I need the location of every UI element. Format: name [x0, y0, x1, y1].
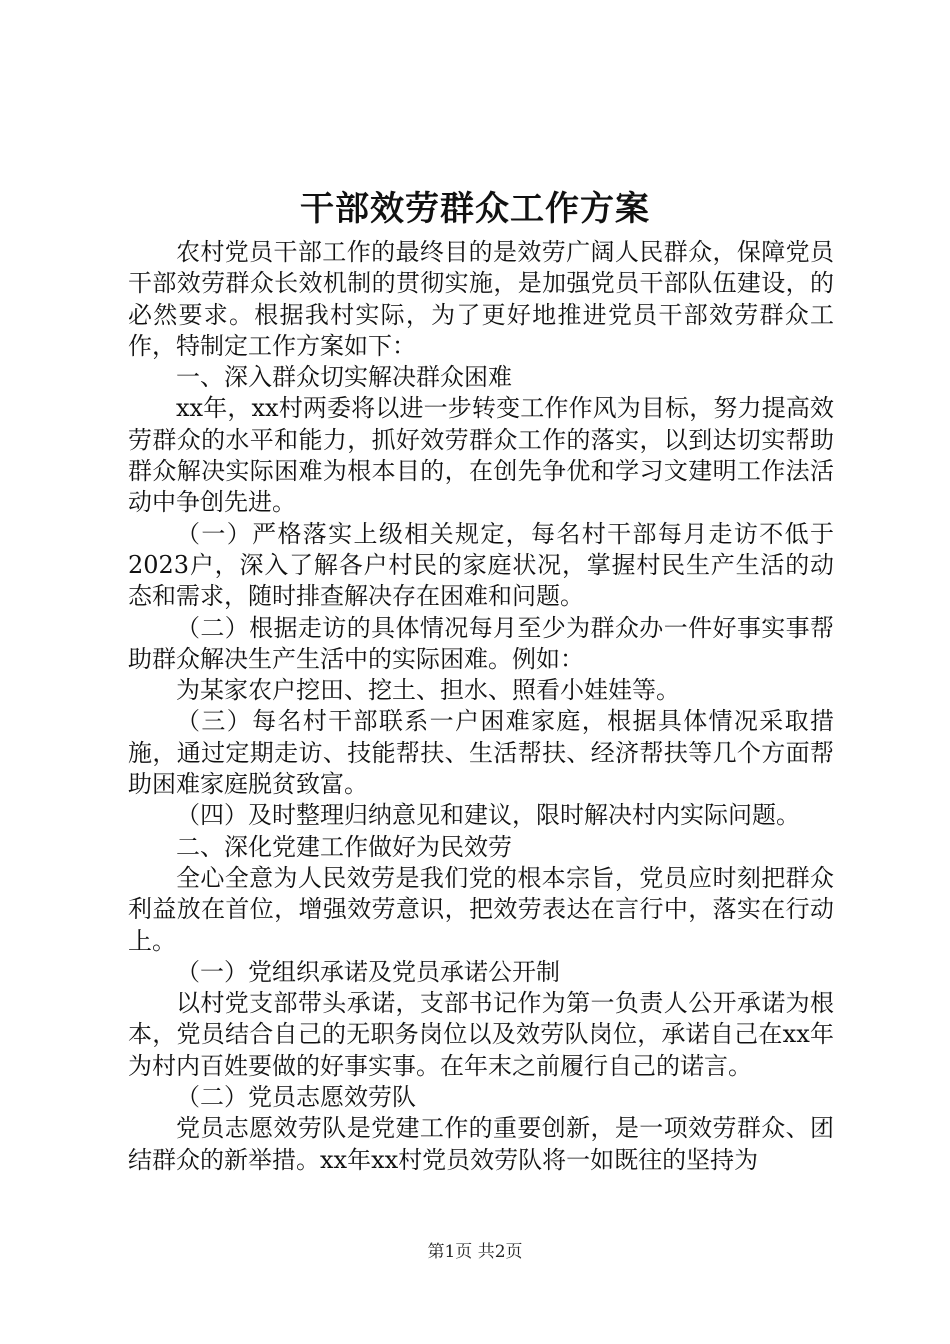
page-title: 干部效劳群众工作方案 — [300, 189, 650, 229]
body-paragraph: 以村党支部带头承诺，支部书记作为第一负责人公开承诺为根本，党员结合自己的无职务岗位以及效劳队岗位，承诺自己在xx年为村内百姓要做的好事实事。在年末之前履行自己的诺言。 — [128, 989, 834, 1080]
document-body — [128, 237, 834, 1176]
sub-item-4: （四）及时整理归纳意见和建议，限时解决村内实际问题。 — [176, 801, 800, 830]
body-paragraph: xx年，xx村两委将以进一步转变工作作风为目标，努力提高效劳群众的水平和能力，抓好效劳群众工作的落实，以到达切实帮助群众解决实际困难为根本目的，在创先争优和学习文建明工作法活动中争创先进。 — [128, 394, 834, 517]
body-paragraph: 全心全意为人民效劳是我们党的根本宗旨，党员应时刻把群众利益放在首位，增强效劳意识，把效劳表达在言行中，落实在行动上。 — [128, 863, 834, 955]
section-heading-1: 一、深入群众切实解决群众困难 — [176, 363, 512, 392]
section-heading-2: 二、深化党建工作做好为民效劳 — [176, 832, 512, 861]
sub-heading-2: （二）党员志愿效劳队 — [176, 1083, 416, 1112]
page-number-footer: 第1页 共2页 — [427, 1242, 523, 1262]
example-line: 为某家农户挖田、挖土、担水、照看小娃娃等。 — [176, 676, 680, 705]
intro-paragraph: 农村党员干部工作的最终目的是效劳广阔人民群众，保障党员干部效劳群众长效机制的贯彻实施，是加强党员干部队伍建设，的必然要求。根据我村实际，为了更好地推进党员干部效劳群众工作，特制定工作方案如下： — [128, 238, 834, 360]
sub-item-3: （三）每名村干部联系一户困难家庭，根据具体情况采取措施，通过定期走访、技能帮扶、生活帮扶、经济帮扶等几个方面帮助困难家庭脱贫致富。 — [128, 707, 834, 799]
sub-heading-1: （一）党组织承诺及党员承诺公开制 — [176, 957, 560, 986]
body-paragraph: 党员志愿效劳队是党建工作的重要创新，是一项效劳群众、团结群众的新举措。xx年xx村党员效劳队将一如既往的坚持为 — [128, 1114, 834, 1174]
sub-item-1: （一）严格落实上级相关规定，每名村干部每月走访不低于2023户，深入了解各户村民的家庭状况，掌握村民生产生活的动态和需求，随时排查解决存在困难和问题。 — [128, 519, 834, 611]
sub-item-2: （二）根据走访的具体情况每月至少为群众办一件好事实事帮助群众解决生产生活中的实际困难。例如： — [128, 613, 834, 673]
